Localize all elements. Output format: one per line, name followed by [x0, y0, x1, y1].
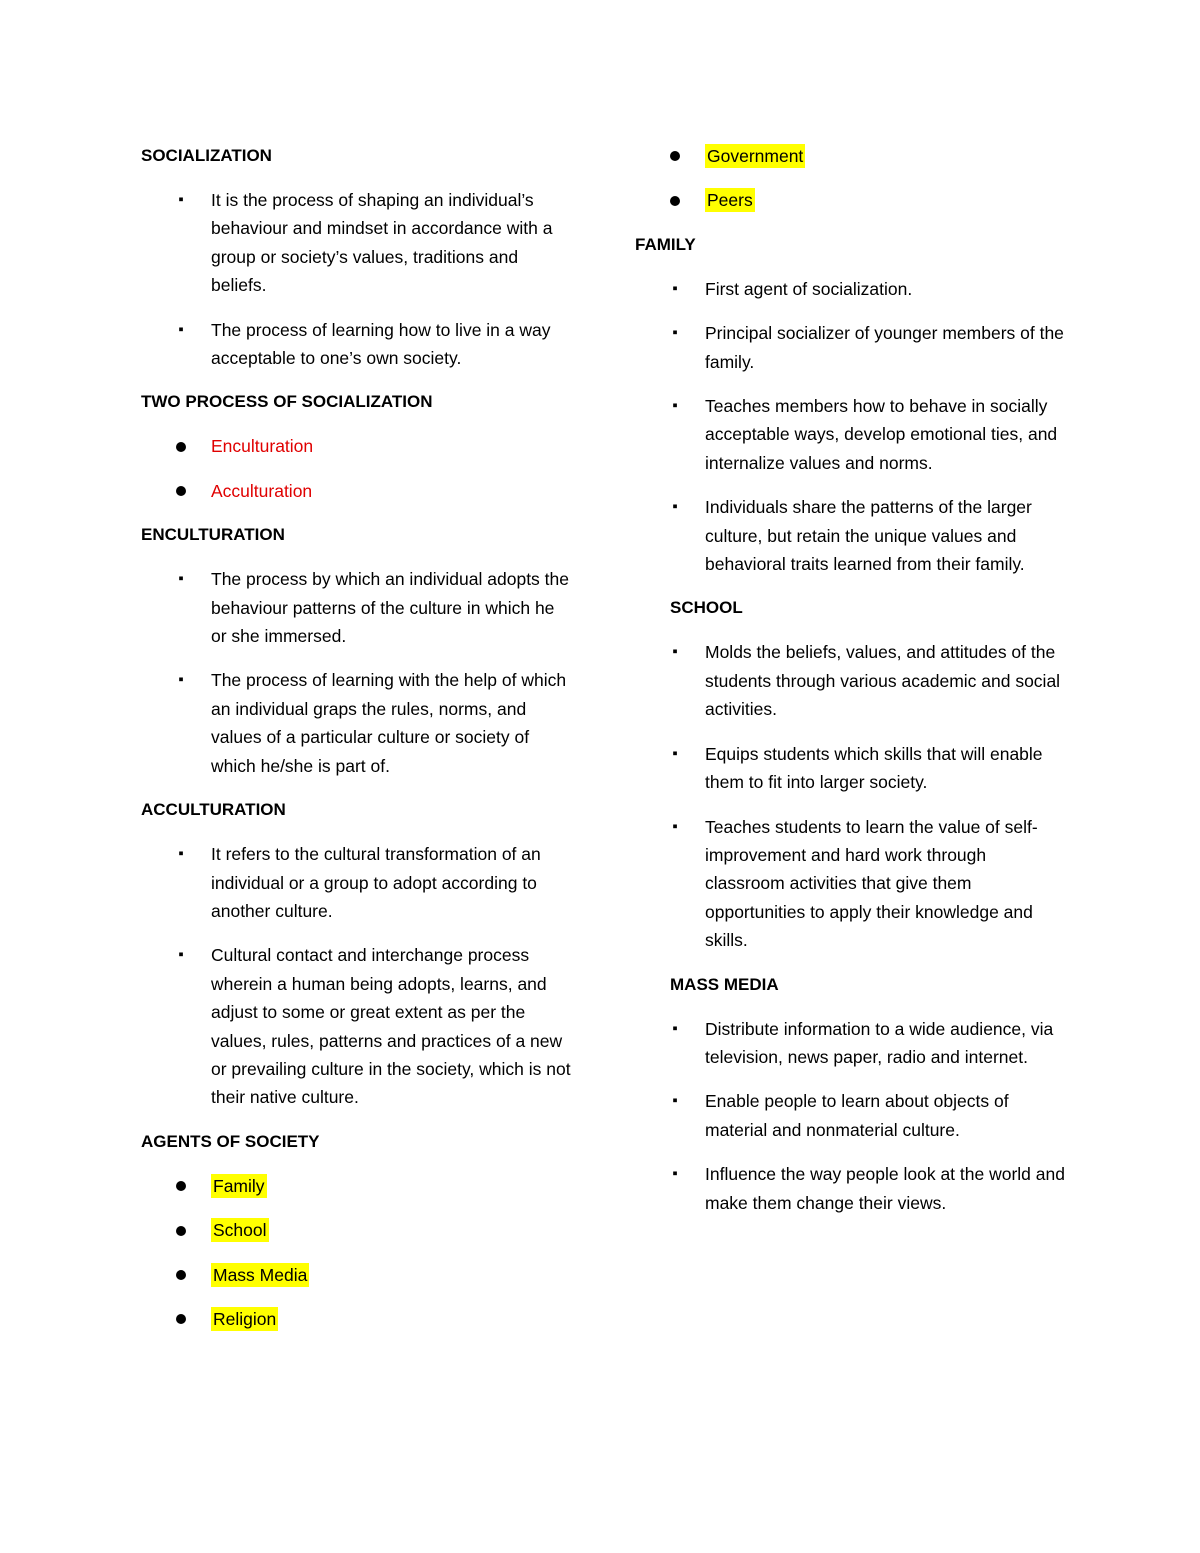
square-bullet-icon: ▪ — [672, 279, 678, 297]
family-list — [635, 275, 1065, 579]
list-item: ▪ Equips students which skills that will enable them to fit into larger society. — [635, 740, 1065, 797]
square-bullet-icon: ▪ — [178, 320, 184, 338]
square-bullet-icon: ▪ — [672, 744, 678, 762]
list-item: Peers — [635, 186, 1065, 214]
list-item: School — [141, 1216, 571, 1244]
heading-socialization: SOCIALIZATION — [141, 146, 272, 165]
list-item: ▪ The process by which an individual adopts the behaviour patterns of the culture in which he or she immersed. — [141, 565, 571, 650]
square-bullet-icon: ▪ — [672, 324, 678, 342]
square-bullet-icon: ▪ — [672, 498, 678, 516]
square-bullet-icon: ▪ — [178, 570, 184, 588]
square-bullet-icon: ▪ — [672, 397, 678, 415]
agents-list — [141, 1172, 571, 1334]
square-bullet-icon: ▪ — [178, 946, 184, 964]
list-item: ▪ Distribute information to a wide audience, via television, news paper, radio and internet. — [635, 1015, 1065, 1072]
list-item: ▪ It is the process of shaping an individual’s behaviour and mindset in accordance with a group or society’s values, traditions and beliefs. — [141, 186, 571, 300]
list-item: Family — [141, 1172, 571, 1200]
heading-school: SCHOOL — [670, 598, 743, 618]
list-item: Enculturation — [141, 432, 571, 460]
acculturation-list — [141, 840, 571, 1112]
list-item: Government — [635, 142, 1065, 170]
circle-bullet-icon — [174, 477, 188, 505]
list-item: ▪ Principal socializer of younger members of the family. — [635, 319, 1065, 376]
square-bullet-icon: ▪ — [178, 671, 184, 689]
heading-two-process: TWO PROCESS OF SOCIALIZATION — [141, 392, 433, 412]
list-item: Mass Media — [141, 1261, 571, 1289]
heading-mass-media: MASS MEDIA — [670, 974, 779, 994]
list-item: ▪ It refers to the cultural transformation of an individual or a group to adopt according to another culture. — [141, 840, 571, 925]
square-bullet-icon: ▪ — [672, 1165, 678, 1183]
circle-bullet-icon — [174, 1172, 188, 1200]
circle-bullet-icon — [174, 432, 188, 460]
heading-enculturation: ENCULTURATION — [141, 525, 285, 545]
left-column — [141, 142, 571, 1349]
circle-bullet-icon — [668, 142, 682, 170]
circle-bullet-icon — [668, 186, 682, 214]
square-bullet-icon: ▪ — [672, 1019, 678, 1037]
list-item: ▪ Enable people to learn about objects of material and nonmaterial culture. — [635, 1087, 1065, 1144]
enculturation-list — [141, 565, 571, 780]
square-bullet-icon: ▪ — [672, 643, 678, 661]
heading-agents: AGENTS OF SOCIETY — [141, 1131, 320, 1151]
square-bullet-icon: ▪ — [178, 191, 184, 208]
list-item: ▪ Individuals share the patterns of the larger culture, but retain the unique values and behavioral traits learned from their family. — [635, 493, 1065, 578]
list-item: ▪ The process of learning with the help of which an individual graps the rules, norms, and values of a particular culture or society of which he/she is part of. — [141, 666, 571, 780]
school-list — [635, 638, 1065, 954]
circle-bullet-icon — [174, 1261, 188, 1289]
list-item: ▪ Molds the beliefs, values, and attitudes of the students through various academic and social activities. — [635, 638, 1065, 723]
list-item: Acculturation — [141, 477, 571, 505]
list-item: ▪ Teaches students to learn the value of self-improvement and hard work through classroom activities that give them opportunities to apply their knowledge and skills. — [635, 813, 1065, 955]
square-bullet-icon: ▪ — [178, 845, 184, 863]
heading-family: FAMILY — [635, 234, 696, 254]
list-item: Religion — [141, 1305, 571, 1333]
right-column — [635, 142, 1065, 1233]
list-item: ▪ Teaches members how to behave in socially acceptable ways, develop emotional ties, and internalize values and norms. — [635, 392, 1065, 477]
list-item: ▪ Influence the way people look at the world and make them change their views. — [635, 1160, 1065, 1217]
agents-list-continued — [635, 142, 1065, 215]
mass-media-list — [635, 1015, 1065, 1217]
heading-acculturation: ACCULTURATION — [141, 800, 286, 820]
two-process-list — [141, 432, 571, 505]
list-item: ▪ Cultural contact and interchange process wherein a human being adopts, learns, and adjust to some or great extent as per the values, rules, patterns and practices of a new or prevailing culture in the society, which is not their native culture. — [141, 941, 571, 1111]
list-item: ▪ The process of learning how to live in a way acceptable to one’s own society. — [141, 316, 571, 373]
square-bullet-icon: ▪ — [672, 817, 678, 835]
circle-bullet-icon — [174, 1216, 188, 1244]
list-item: ▪ First agent of socialization. — [635, 275, 1065, 303]
socialization-list — [141, 186, 571, 372]
circle-bullet-icon — [174, 1305, 188, 1333]
square-bullet-icon: ▪ — [672, 1092, 678, 1110]
